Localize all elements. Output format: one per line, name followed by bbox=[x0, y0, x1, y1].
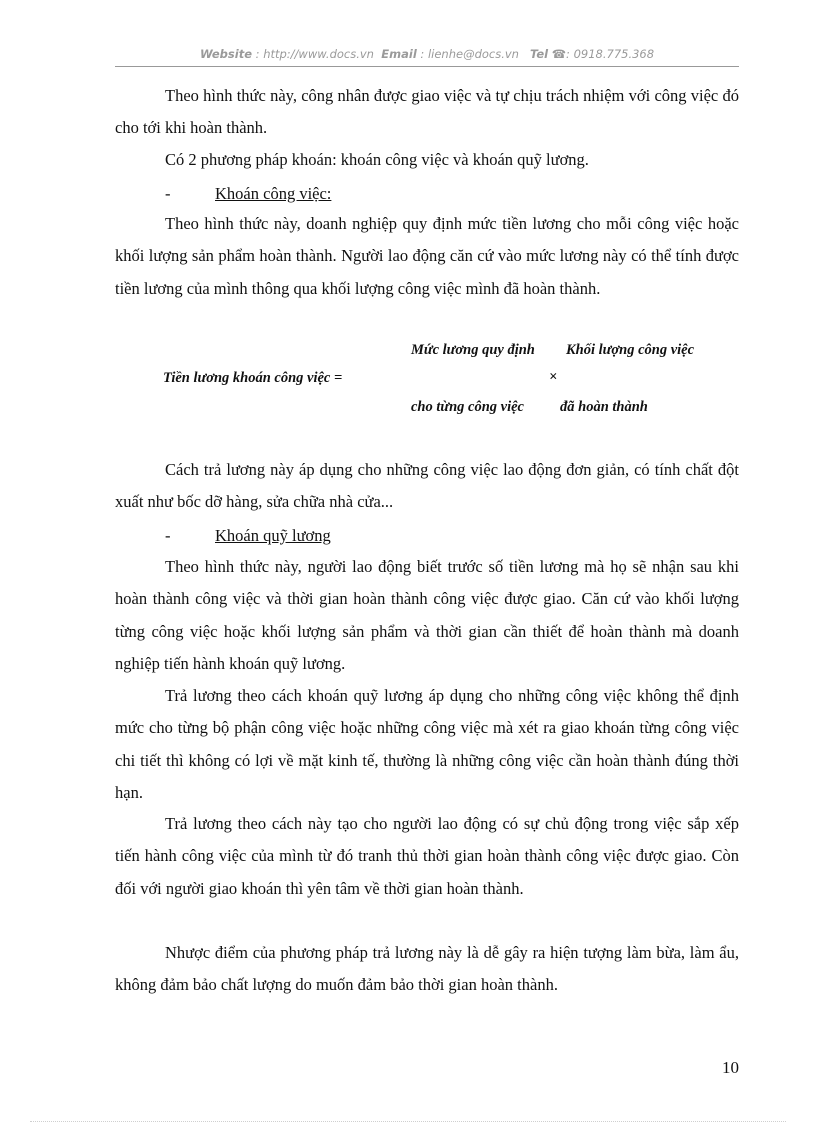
website-label: Website bbox=[199, 47, 253, 61]
formula-numerator-right: Khối lượng công việc bbox=[566, 342, 695, 358]
paragraph-4: Cách trả lương này áp dụng cho những công việc lao động đơn giản, có tính chất đột xuất như bốc dỡ hàng, sửa chữa nhà cửa... bbox=[115, 460, 739, 512]
page-header bbox=[115, 47, 739, 61]
paragraph-8: Nhược điểm của phương pháp trả lương này là dễ gây ra hiện tượng làm bừa, làm ẩu, không đảm bảo chất lượng do muốn đảm bảo thời gian hoàn thành. bbox=[115, 943, 739, 995]
formula-numerator-left: Mức lương quy định bbox=[411, 342, 535, 358]
paragraph-1: Theo hình thức này, công nhân được giao việc và tự chịu trách nhiệm với công việc đó cho tới khi hoàn thành. bbox=[115, 86, 739, 138]
subheading-khoan-quy-luong bbox=[115, 526, 331, 546]
paragraph-2: Có 2 phương pháp khoán: khoán công việc và khoán quỹ lương. bbox=[165, 150, 589, 169]
website-value: : http://www.docs.vn bbox=[255, 47, 374, 61]
formula-denominator-left: cho từng công việc bbox=[411, 399, 524, 415]
paragraph-5: Theo hình thức này, người lao động biết trước số tiền lương mà họ sẽ nhận sau khi hoàn thành công việc và thời gian hoàn thành công việc được giao. Căn cứ vào khối lượng từng công việc hoặc khối lượng sản phẩm và thời gian cần thiết để hoàn thành mà doanh nghiệp tiến hành khoán quỹ lương. bbox=[115, 557, 739, 673]
subheading-text: Khoán quỹ lương bbox=[215, 526, 331, 545]
list-dash: - bbox=[165, 184, 171, 203]
subheading-text: Khoán công việc: bbox=[215, 184, 332, 203]
paragraph-7: Trả lương theo cách này tạo cho người lao động có sự chủ động trong việc sắp xếp tiến hành công việc của mình từ đó tranh thủ thời gian hoàn thành công việc được giao. Còn đối với người giao khoán thì yên tâm về thời gian hoàn thành. bbox=[115, 814, 739, 898]
email-value: : lienhe@docs.vn bbox=[420, 47, 519, 61]
formula-lhs: Tiền lương khoán công việc = bbox=[163, 370, 343, 386]
paragraph-6: Trả lương theo cách khoán quỹ lương áp dụng cho những công việc không thể định mức cho từng bộ phận công việc hoặc những công việc mà xét ra giao khoán từng công việc chi tiết thì không có lợi về mặt kinh tế, thường là những công việc cần hoàn thành đúng thời hạn. bbox=[115, 686, 739, 802]
bottom-dotted-divider bbox=[30, 1121, 786, 1122]
tel-label: Tel bbox=[529, 47, 549, 61]
formula-denominator-right: đã hoàn thành bbox=[560, 399, 648, 415]
paragraph-3: Theo hình thức này, doanh nghiệp quy định mức tiền lương cho mỗi công việc hoặc khối lượng sản phẩm hoàn thành. Người lao động căn cứ vào mức lương này có thể tính được tiền lương của mình thông qua khối lượng công việc mình đã hoàn thành. bbox=[115, 214, 739, 298]
list-dash: - bbox=[165, 526, 171, 545]
phone-icon: ☎ bbox=[551, 47, 567, 61]
header-divider bbox=[115, 66, 739, 67]
page-number: 10 bbox=[722, 1058, 739, 1077]
email-label: Email bbox=[381, 47, 417, 61]
formula-times-symbol: × bbox=[549, 369, 558, 385]
tel-value: : 0918.775.368 bbox=[566, 47, 655, 61]
subheading-khoan-cong-viec bbox=[115, 184, 331, 204]
